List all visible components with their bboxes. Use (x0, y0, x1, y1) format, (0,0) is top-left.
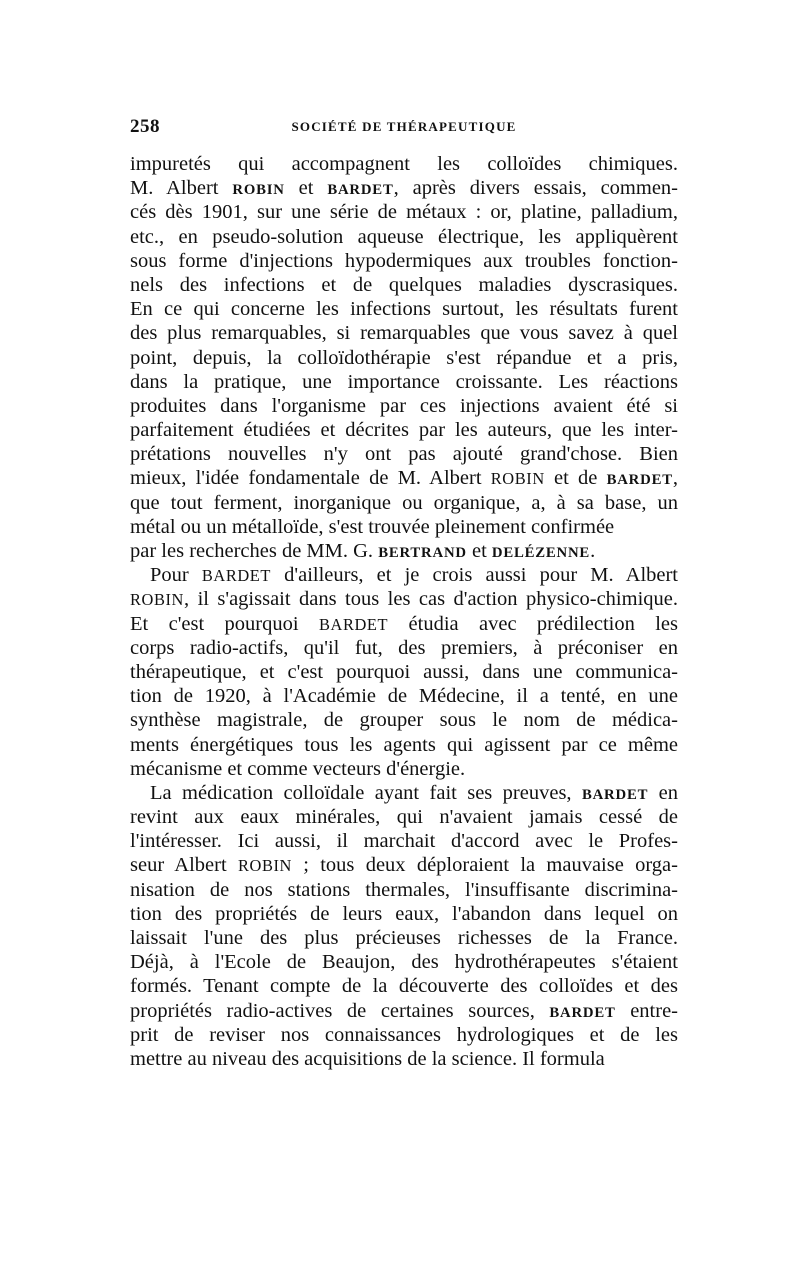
text-line (130, 442, 678, 466)
text-span: corps radio-actifs, qu'il fut, des premiers, à préconiser en (130, 636, 678, 659)
page-number: 258 (130, 116, 160, 137)
text-span: En ce qui concerne les infections surtout, les résultats furent (130, 298, 678, 321)
text-span: prit de reviser nos connaissances hydrologiques et de les (130, 1023, 678, 1046)
text-line (130, 394, 678, 418)
text-span: dans la pratique, une importance croissante. Les réactions (130, 370, 678, 393)
text-span: et de (544, 467, 607, 490)
text-span: mieux, l'idée fondamentale de M. Albert (130, 467, 491, 490)
text-span: tion des propriétés de leurs eaux, l'abandon dans lequel on (130, 902, 678, 925)
text-span: métal ou un métalloïde, s'est trouvée pleinement confirmée (130, 515, 615, 538)
text-span: Et c'est pourquoi (130, 612, 319, 635)
text-span: prétations nouvelles n'y ont pas ajouté grand'chose. Bien (130, 443, 678, 466)
text-line (130, 297, 678, 321)
text-line (130, 708, 678, 732)
text-span: ; tous deux déploraient la mauvaise orga- (291, 854, 678, 877)
text-span: Déjà, à l'Ecole de Beaujon, des hydrothérapeutes s'étaient (130, 951, 678, 974)
text-line (130, 539, 678, 563)
text-line (130, 176, 678, 200)
small-caps-name: BARDET (327, 182, 394, 199)
text-span: entre- (615, 999, 678, 1022)
text-line (130, 515, 678, 539)
text-line (130, 926, 678, 950)
text-line (130, 200, 678, 224)
small-caps-name: ROBIN (490, 469, 545, 489)
text-span: en (648, 781, 678, 804)
body-text (130, 152, 678, 1071)
text-line (130, 346, 678, 370)
text-line (130, 225, 678, 249)
text-span: tion de 1920, à l'Académie de Médecine, il a tenté, en une (130, 685, 678, 708)
text-line (130, 684, 678, 708)
text-span: seur Albert (130, 854, 238, 877)
small-caps-name: BARDET (318, 614, 389, 634)
text-span: l'intéresser. Ici aussi, il marchait d'accord avec le Profes- (130, 830, 678, 853)
text-span: par les recherches de MM. G. (130, 540, 379, 562)
text-span: propriétés radio-actives de certaines sources, (130, 999, 550, 1022)
text-line (130, 950, 678, 974)
text-line (130, 418, 678, 442)
text-line (130, 249, 678, 273)
text-span: mécanisme et comme vecteurs d'énergie. (130, 757, 466, 780)
text-span: parfaitement étudiées et décrites par les auteurs, que les inter- (130, 419, 678, 442)
text-line (130, 370, 678, 394)
text-span: , il s'agissait dans tous les cas d'action physico-chimique. (184, 588, 678, 611)
small-caps-name: BARDET (606, 472, 673, 489)
text-line (130, 999, 678, 1023)
text-line (130, 781, 678, 805)
text-span: mettre au niveau des acquisitions de la science. Il formula (130, 1047, 605, 1070)
text-span: formés. Tenant compte de la découverte des colloïdes et des (130, 975, 678, 998)
text-span: point, depuis, la colloïdothérapie s'est répandue et a pris, (130, 346, 678, 369)
text-span: cés dès 1901, sur une série de métaux : or, platine, palladium, (130, 201, 678, 224)
running-head (130, 116, 678, 138)
text-line (130, 587, 678, 611)
text-span: La médication colloïdale ayant fait ses preuves, (150, 781, 582, 804)
small-caps-name: ROBIN (130, 590, 184, 610)
text-span: d'ailleurs, et je crois aussi pour M. Albert (271, 564, 678, 587)
text-line (130, 853, 678, 877)
text-line (130, 636, 678, 660)
text-line (130, 829, 678, 853)
small-caps-name: ROBIN (232, 182, 285, 199)
text-span: synthèse magistrale, de grouper sous le nom de médica- (130, 709, 678, 732)
text-span: étudia avec prédilection les (388, 612, 678, 635)
text-span: des plus remarquables, si remarquables que vous savez à quel (130, 322, 678, 345)
text-line (130, 466, 678, 490)
text-line (130, 612, 678, 636)
small-caps-name: BARDET (549, 1004, 616, 1021)
text-span: . (590, 540, 596, 562)
text-span: Pour (150, 564, 202, 587)
text-span: , après divers essais, commen- (393, 177, 678, 200)
journal-title: SOCIÉTÉ DE THÉRAPEUTIQUE (291, 119, 517, 134)
text-line (130, 805, 678, 829)
small-caps-name: DELÉZENNE (491, 545, 591, 561)
text-span: nels des infections et de quelques maladies dyscrasiques. (130, 273, 678, 296)
text-span: sous forme d'injections hypodermiques aux troubles fonction- (130, 249, 678, 272)
text-span: produites dans l'organisme par ces injections avaient été si (130, 394, 678, 417)
text-line (130, 273, 678, 297)
text-line (130, 563, 678, 587)
text-line (130, 757, 678, 781)
text-line (130, 974, 678, 998)
text-span: que tout ferment, inorganique ou organique, a, à sa base, un (130, 491, 678, 514)
text-span: revint aux eaux minérales, qui n'avaient jamais cessé de (130, 806, 678, 829)
text-line (130, 660, 678, 684)
text-span: et (284, 177, 328, 200)
text-line (130, 152, 678, 176)
text-span: etc., en pseudo-solution aqueuse électrique, les appliquèrent (130, 225, 678, 248)
text-line (130, 1047, 678, 1071)
text-line (130, 878, 678, 902)
small-caps-name: BARDET (201, 566, 272, 586)
text-line (130, 321, 678, 345)
text-span: et (466, 540, 492, 562)
text-line (130, 1023, 678, 1047)
text-span: nisation de nos stations thermales, l'insuffisante discrimina- (130, 878, 678, 901)
small-caps-name: BARDET (581, 786, 649, 803)
text-line (130, 733, 678, 757)
text-line (130, 491, 678, 515)
small-caps-name: ROBIN (237, 856, 292, 876)
text-span: laissait l'une des plus précieuses richesses de la France. (130, 927, 678, 949)
text-span: impuretés qui accompagnent les colloïdes chimiques. (130, 153, 678, 175)
text-span: M. Albert (130, 177, 233, 200)
text-span: ments énergétiques tous les agents qui agissent par ce même (130, 733, 678, 756)
small-caps-name: BERTRAND (378, 545, 467, 561)
text-span: , (672, 467, 678, 490)
text-line (130, 902, 678, 926)
text-span: thérapeutique, et c'est pourquoi aussi, dans une communica- (130, 660, 678, 683)
